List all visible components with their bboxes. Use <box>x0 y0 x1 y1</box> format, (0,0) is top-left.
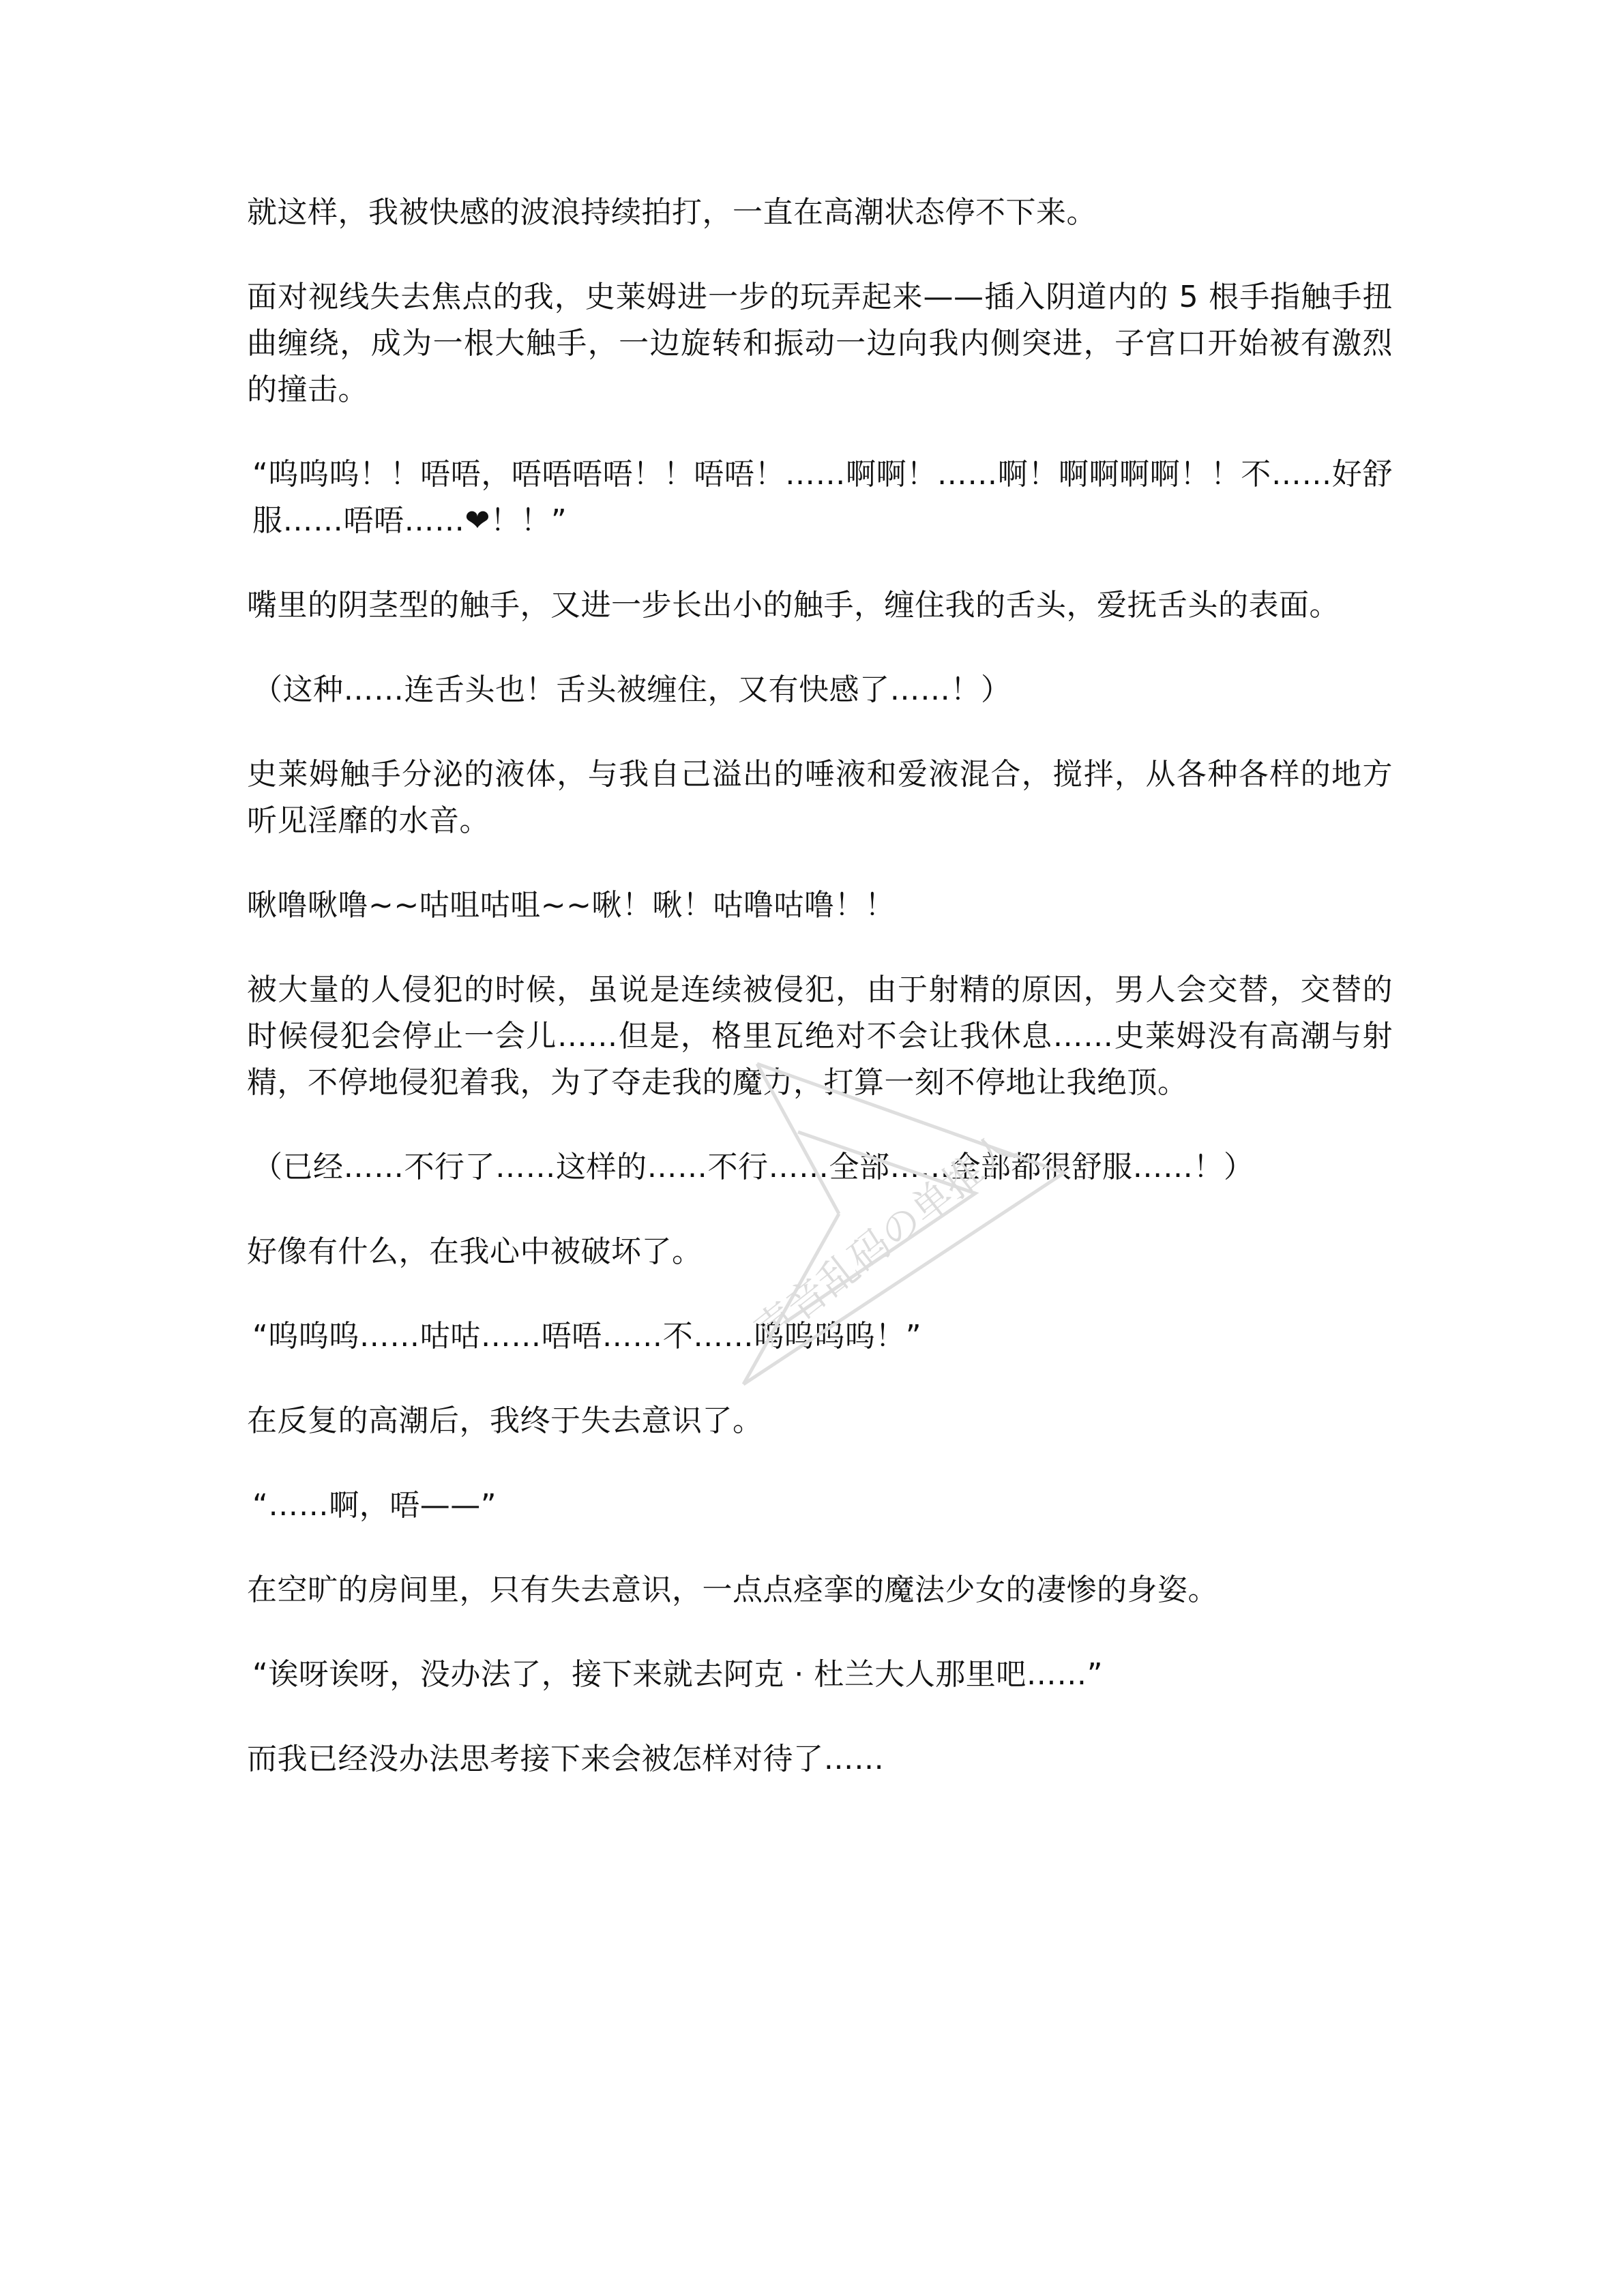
watermark-text: 声音乱码の单推人 <box>745 1122 1024 1354</box>
paragraph-1: 就这样，我被快感的波浪持续拍打，一直在高潮状态停不下来。 <box>247 195 1097 230</box>
paragraph-8: 被大量的人侵犯的时候，虽说是连续被侵犯，由于射精的原因，男人会交替，交替的时候侵犯会停止一会儿……但是，格里瓦绝对不会让我休息……史莱姆没有高潮与射精，不停地侵犯着我，为了夺走我的魔力，打算一刻不停地让我绝顶。 <box>247 972 1393 1100</box>
paragraph-10: 好像有什么，在我心中被破坏了。 <box>247 1234 703 1269</box>
paragraph-12: 在反复的高潮后，我终于失去意识了。 <box>247 1403 763 1438</box>
paragraph-7: 啾噜啾噜~~咕咀咕咀~~啾！啾！咕噜咕噜！！ <box>247 888 896 923</box>
paragraph-5: （这种……连舌头也！舌头被缠住，又有快感了……！） <box>252 672 1012 707</box>
paragraph-9: （已经……不行了……这样的……不行……全部……全部都很舒服……！） <box>252 1150 1254 1184</box>
paragraph-3: “呜呜呜！！唔唔，唔唔唔唔！！唔唔！……啊啊！……啊！啊啊啊啊！！不……好舒服……唔唔……❤！！” <box>252 457 1393 538</box>
paragraph-13: “……啊，唔——” <box>252 1488 497 1523</box>
text-column <box>247 190 1393 1821</box>
paragraph-6: 史莱姆触手分泌的液体，与我自己溢出的唾液和爱液混合，搅拌，从各种各样的地方听见淫靡的水音。 <box>247 757 1393 838</box>
paragraph-15: “诶呀诶呀，没办法了，接下来就去阿克 · 杜兰大人那里吧……” <box>252 1657 1104 1692</box>
paragraph-16: 而我已经没办法思考接下来会被怎样对待了…… <box>247 1742 885 1776</box>
paragraph-14: 在空旷的房间里，只有失去意识，一点点痉挛的魔法少女的凄惨的身姿。 <box>247 1572 1218 1607</box>
paragraph-11: “呜呜呜……咕咕……唔唔……不……呜呜呜呜！” <box>252 1319 922 1354</box>
paragraph-2: 面对视线失去焦点的我，史莱姆进一步的玩弄起来——插入阴道内的 5 根手指触手扭曲缠绕，成为一根大触手，一边旋转和振动一边向我内侧突进，子宫口开始被有激烈的撞击。 <box>247 280 1393 407</box>
paragraph-4: 嘴里的阴茎型的触手，又进一步长出小的触手，缠住我的舌头，爱抚舌头的表面。 <box>247 588 1340 623</box>
